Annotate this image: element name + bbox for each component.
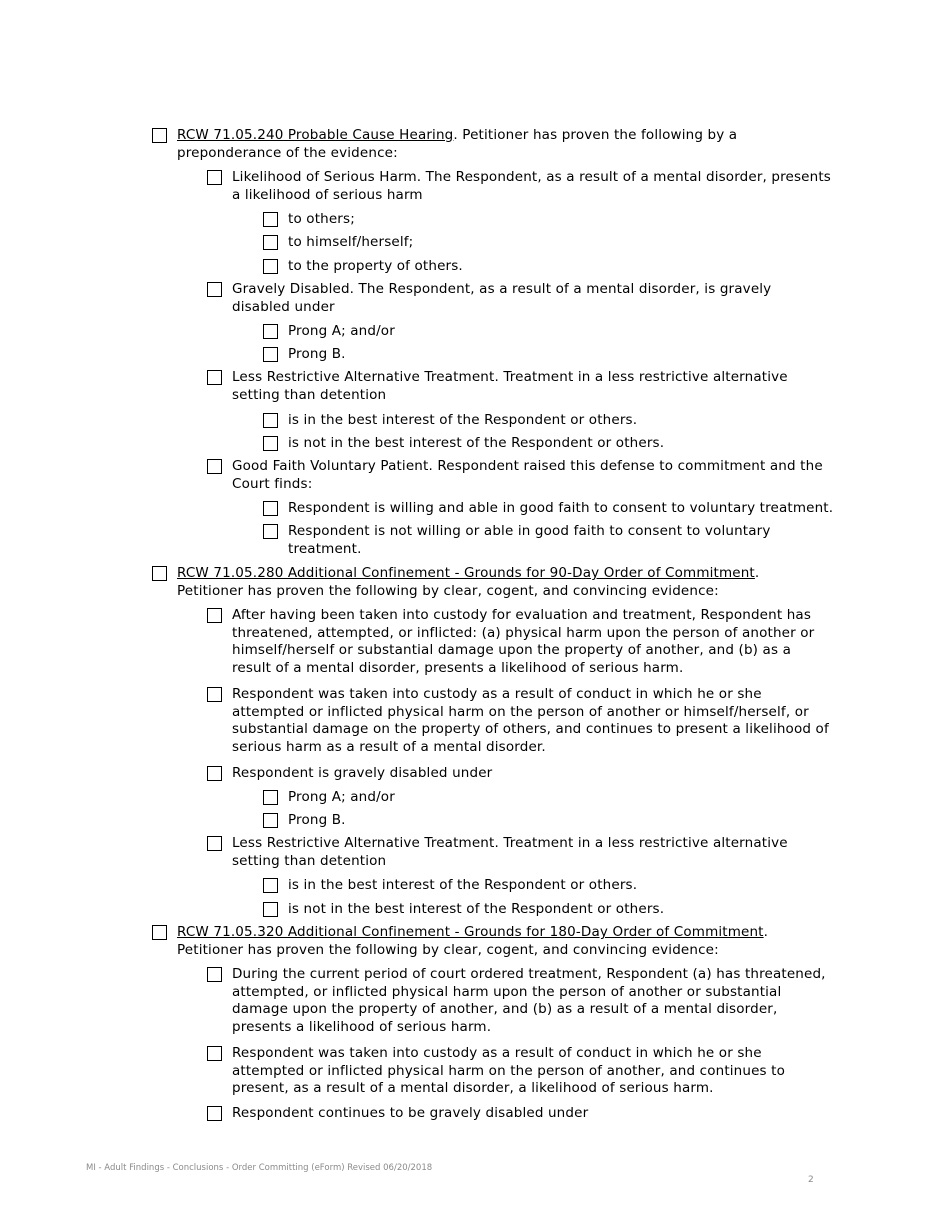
option-label: Respondent is not willing or able in good faith to consent to voluntary treatment.: [288, 523, 771, 557]
checkbox-willing[interactable]: [263, 501, 278, 516]
section-280-gravely-disabled: [207, 765, 832, 783]
good-faith-option: [263, 523, 838, 558]
section-320-item: [207, 966, 832, 1036]
serious-harm-option: [263, 234, 838, 252]
option-label: to others;: [288, 211, 355, 227]
checkbox-320-item-3[interactable]: [207, 1106, 222, 1121]
serious-harm-option: [263, 258, 838, 276]
checkbox-prong-b[interactable]: [263, 347, 278, 362]
section-280-heading-rest: . Petitioner has proven the following by clear, cogent, and convincing evidence:: [177, 565, 760, 599]
page-number: 2: [808, 1175, 814, 1185]
item-label: Respondent was taken into custody as a result of conduct in which he or she attempted or inflicted physical harm on the person of another or himself/herself, or substantial damage on the property of others, and continues to present a likelihood of serious harm as a result of a mental disorder.: [232, 686, 829, 755]
section-240-heading-rest: . Petitioner has proven the following by a preponderance of the evidence:: [177, 127, 738, 161]
lra-item: [207, 369, 832, 404]
checkbox-280[interactable]: [152, 566, 167, 581]
prong-option: [263, 323, 838, 341]
section-280-text: [177, 565, 792, 600]
option-label: is in the best interest of the Respondent or others.: [288, 877, 638, 893]
lra-label: Less Restrictive Alternative Treatment. Treatment in a less restrictive alternative setting than detention: [232, 369, 788, 403]
serious-harm-option: [263, 211, 838, 229]
section-280-lra: [207, 835, 832, 870]
prong-option: [263, 789, 838, 807]
section-240-heading: RCW 71.05.240 Probable Cause Hearing: [177, 127, 454, 143]
option-label: Prong A; and/or: [288, 789, 395, 805]
lra-option: [263, 877, 838, 895]
checkbox-lra[interactable]: [207, 370, 222, 385]
lra-option: [263, 901, 838, 919]
item-label: During the current period of court ordered treatment, Respondent (a) has threatened, attempted, or inflicted physical harm upon the person of another or substantial damage upon the property of another, and (b) as a result of a mental disorder, presents a likelihood of serious harm.: [232, 966, 826, 1035]
checkbox-280-lra-not-best-interest[interactable]: [263, 902, 278, 917]
option-label: is in the best interest of the Respondent or others.: [288, 412, 638, 428]
section-320-heading: RCW 71.05.320 Additional Confinement - Grounds for 180-Day Order of Commitment: [177, 924, 764, 940]
option-label: is not in the best interest of the Respondent or others.: [288, 901, 665, 917]
section-320-heading-rest: . Petitioner has proven the following by clear, cogent, and convincing evidence:: [177, 924, 769, 958]
checkbox-gravely-disabled[interactable]: [207, 282, 222, 297]
section-320-text: [177, 924, 792, 959]
prong-option: [263, 346, 838, 364]
item-label: After having been taken into custody for evaluation and treatment, Respondent has threatened, attempted, or inflicted: (a) physical harm upon the person of another or himself/herself or substantial damage upon the property of another, and (b) as a result of a mental disorder, presents a likelihood of serious harm.: [232, 607, 815, 676]
checkbox-280-item-2[interactable]: [207, 687, 222, 702]
option-label: is not in the best interest of the Respondent or others.: [288, 435, 665, 451]
checkbox-280-prong-a[interactable]: [263, 790, 278, 805]
lra-option: [263, 435, 838, 453]
checkbox-280-prong-b[interactable]: [263, 813, 278, 828]
checkbox-lra-best-interest[interactable]: [263, 413, 278, 428]
checkbox-280-lra-best-interest[interactable]: [263, 878, 278, 893]
option-label: Prong B.: [288, 346, 346, 362]
section-240-text: [177, 127, 792, 162]
checkbox-320-item-1[interactable]: [207, 967, 222, 982]
item-label: Respondent continues to be gravely disabled under: [232, 1105, 589, 1121]
section-320: [152, 924, 792, 959]
prong-option: [263, 812, 838, 830]
gravely-disabled-item: [207, 281, 832, 316]
section-320-item: [207, 1045, 832, 1098]
section-280-item: [207, 686, 832, 756]
checkbox-to-property[interactable]: [263, 259, 278, 274]
option-label: Prong A; and/or: [288, 323, 395, 339]
checkbox-320[interactable]: [152, 925, 167, 940]
item-label: Respondent was taken into custody as a result of conduct in which he or she attempted or inflicted physical harm on the person of another, and continues to present, as a result of a mental disorder, a likelihood of serious harm.: [232, 1045, 786, 1096]
section-240: [152, 127, 792, 162]
good-faith-label: Good Faith Voluntary Patient. Respondent raised this defense to commitment and the Court finds:: [232, 458, 823, 492]
gravely-disabled-label: Gravely Disabled. The Respondent, as a result of a mental disorder, is gravely disabled under: [232, 281, 772, 315]
checkbox-good-faith[interactable]: [207, 459, 222, 474]
good-faith-option: [263, 500, 838, 518]
checkbox-to-self[interactable]: [263, 235, 278, 250]
option-label: to the property of others.: [288, 258, 463, 274]
good-faith-item: [207, 458, 832, 493]
serious-harm-label: Likelihood of Serious Harm. The Respondent, as a result of a mental disorder, presents a likelihood of serious harm: [232, 169, 831, 203]
checkbox-to-others[interactable]: [263, 212, 278, 227]
option-label: Respondent is willing and able in good faith to consent to voluntary treatment.: [288, 500, 834, 516]
checkbox-lra-not-best-interest[interactable]: [263, 436, 278, 451]
checkbox-prong-a[interactable]: [263, 324, 278, 339]
serious-harm-item: [207, 169, 832, 204]
checkbox-not-willing[interactable]: [263, 524, 278, 539]
option-label: to himself/herself;: [288, 234, 414, 250]
checkbox-280-lra[interactable]: [207, 836, 222, 851]
lra-option: [263, 412, 838, 430]
item-label: Respondent is gravely disabled under: [232, 765, 493, 781]
section-280-item: [207, 607, 832, 677]
checkbox-320-item-2[interactable]: [207, 1046, 222, 1061]
checkbox-280-gravely-disabled[interactable]: [207, 766, 222, 781]
option-label: Prong B.: [288, 812, 346, 828]
item-label: Less Restrictive Alternative Treatment. Treatment in a less restrictive alternative setting than detention: [232, 835, 788, 869]
section-320-item: [207, 1105, 832, 1123]
checkbox-280-item-1[interactable]: [207, 608, 222, 623]
footer-form-title: MI - Adult Findings - Conclusions - Order Committing (eForm) Revised 06/20/2018: [86, 1163, 433, 1173]
checkbox-serious-harm[interactable]: [207, 170, 222, 185]
section-280-heading: RCW 71.05.280 Additional Confinement - Grounds for 90-Day Order of Commitment: [177, 565, 755, 581]
section-280: [152, 565, 792, 600]
checkbox-240[interactable]: [152, 128, 167, 143]
